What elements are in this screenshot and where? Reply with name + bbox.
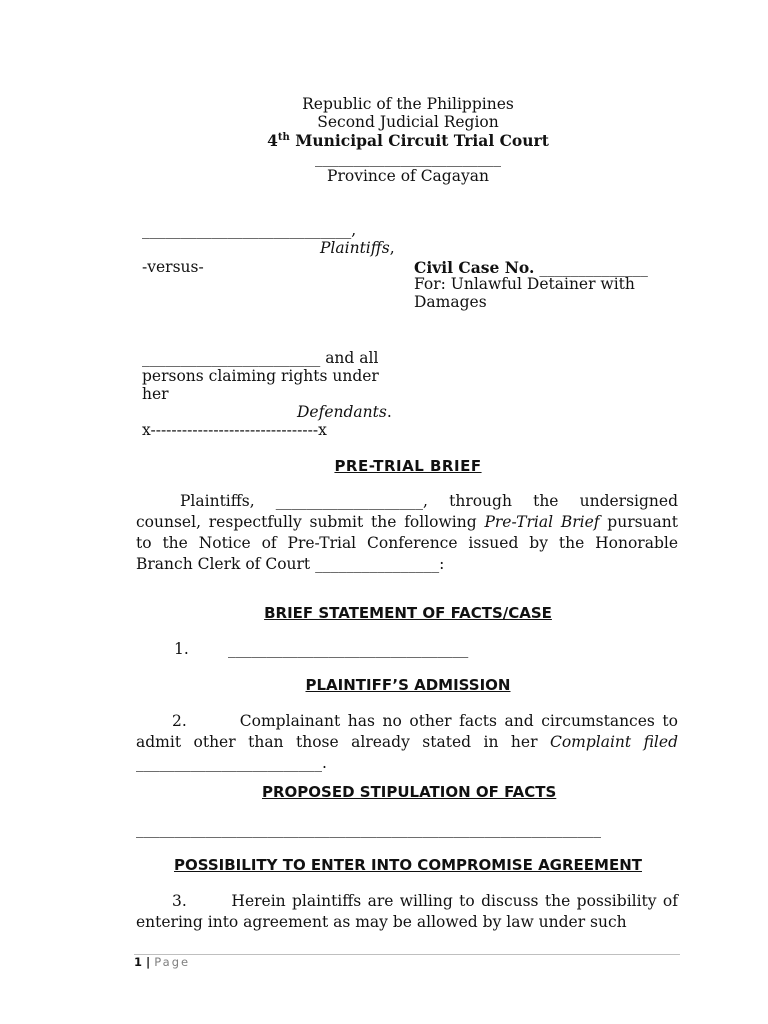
plaintiffs-comma: , [389, 239, 395, 257]
republic-line: Republic of the Philippines [302, 95, 514, 113]
page-number: 1 [134, 955, 143, 969]
case-for-line: For: Unlawful Detainer with [414, 275, 635, 293]
region-line: Second Judicial Region [317, 113, 499, 131]
item-2-number: 2. [172, 712, 187, 730]
intro-text-a: Plaintiffs, ___________________, through the undersigned counsel, respectfully submit the following [136, 492, 678, 531]
stipulation-blank: ____________________________________________________________ [136, 820, 601, 838]
her-line: her [142, 385, 169, 403]
claiming-line: persons claiming rights under [142, 367, 379, 385]
item-2-text-b: ________________________. [136, 754, 327, 772]
court-ordinal-suffix: th [277, 131, 290, 143]
page-word: Page [154, 955, 191, 969]
page-footer [134, 955, 190, 969]
court-name: Municipal Circuit Trial Court [289, 131, 549, 150]
document-title [0, 457, 768, 475]
defendants-period: . [386, 403, 392, 421]
admission-heading-text: PLAINTIFF’S ADMISSION [305, 676, 511, 694]
item-2-text-a: Complainant has no other facts and circumstances to admit other than those already stated in her [136, 712, 678, 751]
plaintiffs-label-text: Plaintiffs [320, 239, 390, 257]
versus-label: -versus- [142, 258, 204, 276]
admission-heading [0, 676, 768, 694]
court-name-line [0, 131, 768, 150]
intro-text-b: pursuant to the Notice of Pre-Trial Conference issued by the Honorable Branch Clerk of Court ________________: [136, 513, 678, 573]
footer-separator: | [142, 955, 155, 969]
defendants-label [297, 403, 392, 421]
plaintiff-blank: ___________________________, [142, 221, 357, 239]
item-2-italic: Complaint filed [549, 733, 678, 751]
case-for-line-2: Damages [414, 293, 487, 311]
court-blank: ________________________ [315, 149, 501, 167]
caption-separator: x--------------------------------x [142, 421, 327, 439]
compromise-heading-text: POSSIBILITY TO ENTER INTO COMPROMISE AGREEMENT [173, 856, 642, 874]
province-line: Province of Cagayan [327, 167, 489, 185]
and-all-text: and all [325, 349, 379, 367]
case-number-blank: ______________ [539, 259, 648, 277]
compromise-heading [0, 856, 768, 874]
footer-rule [134, 954, 680, 955]
defendants-label-text: Defendants [297, 403, 387, 421]
item-2-paragraph [136, 711, 678, 774]
intro-paragraph [136, 491, 678, 575]
defendant-blank: _______________________ [142, 349, 321, 367]
case-number-label: Civil Case No. [414, 258, 535, 277]
item-1-blank: _______________________________ [228, 640, 469, 658]
defendant-line [142, 349, 378, 367]
court-ordinal: 4 [267, 131, 278, 150]
facts-heading-text: BRIEF STATEMENT OF FACTS/CASE [264, 604, 552, 622]
stipulation-heading [262, 783, 556, 801]
item-3-number: 3. [172, 892, 187, 910]
item-3-paragraph [136, 891, 678, 933]
item-3-text: Herein plaintiffs are willing to discuss the possibility of entering into agreement as may be allowed by law under such [136, 892, 678, 931]
plaintiffs-label [320, 239, 395, 257]
stipulation-heading-text: PROPOSED STIPULATION OF FACTS [262, 783, 557, 801]
facts-heading [0, 604, 768, 622]
item-1-number: 1. [174, 640, 189, 658]
document-title-text: PRE-TRIAL BRIEF [334, 457, 482, 475]
intro-italic: Pre-Trial Brief [484, 513, 600, 531]
